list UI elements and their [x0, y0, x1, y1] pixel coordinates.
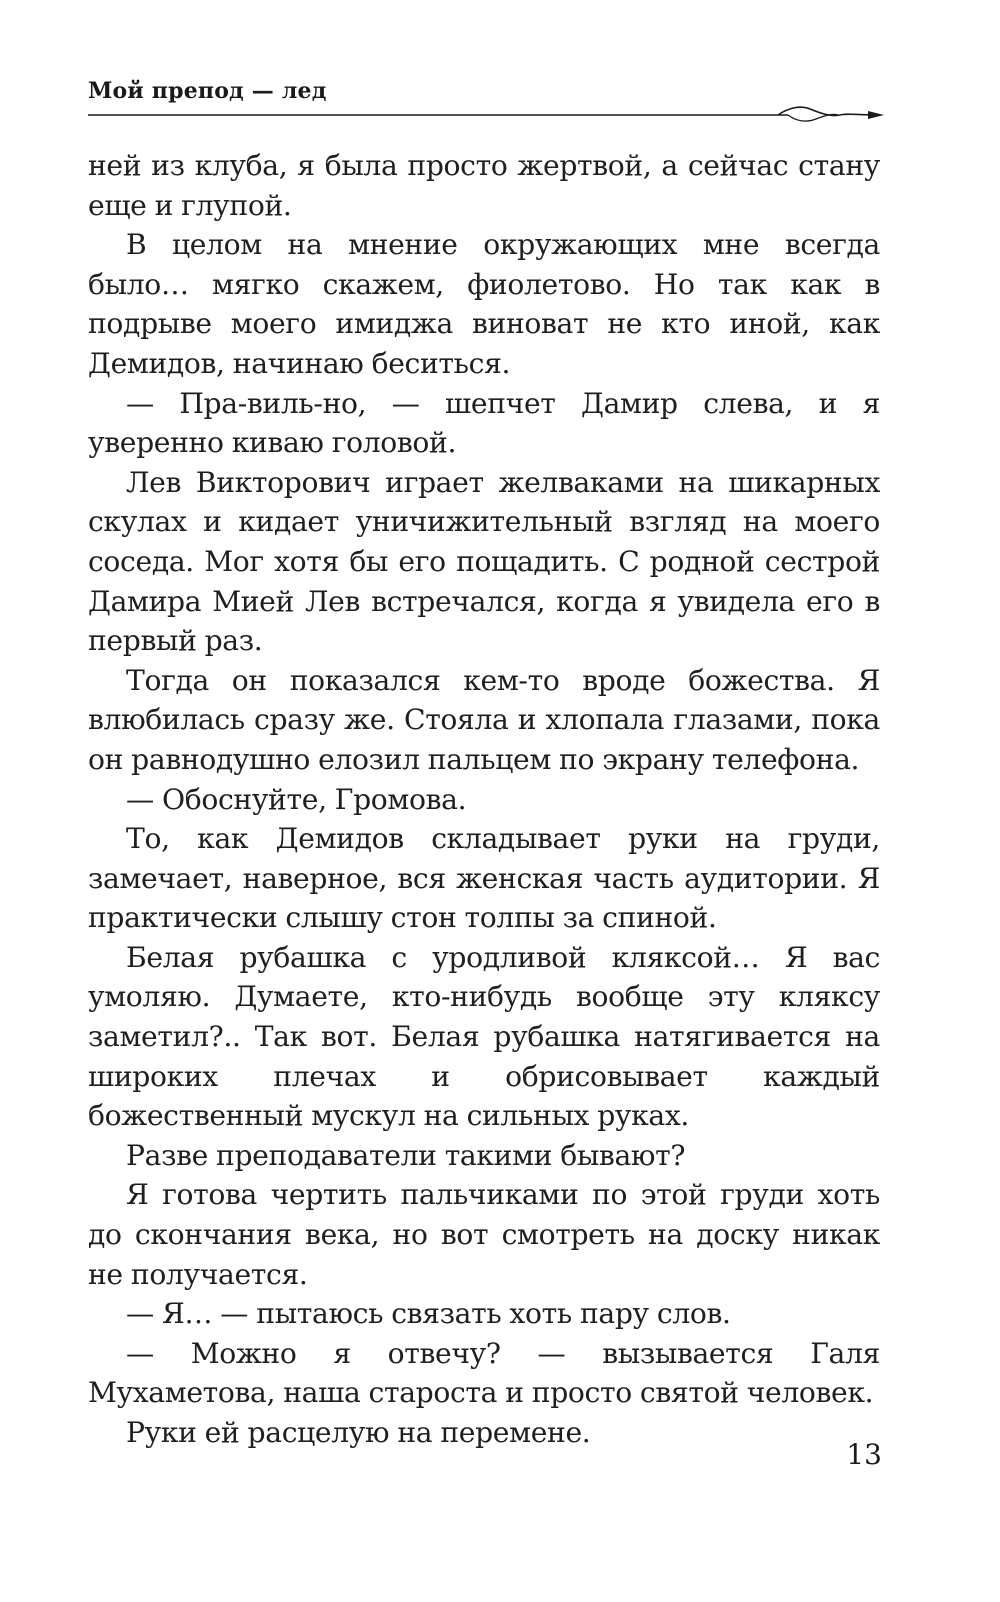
- body-text: [88, 146, 880, 1453]
- paragraph: Руки ей расцелую на перемене.: [126, 1416, 591, 1449]
- paragraph: — Пра-виль-но, — шепчет Дамир слева, и я уверенно киваю головой.: [88, 386, 880, 460]
- page-number: 13: [846, 1438, 882, 1471]
- header-rule-ornament: [88, 100, 888, 130]
- paragraph: ней из клуба, я была просто жертвой, а сейчас стану еще и глупой.: [88, 149, 880, 222]
- paragraph: Я готова чертить пальчиками по этой груди хоть до скончания века, но вот смотреть на доску никак не получается.: [88, 1178, 880, 1291]
- paragraph: Тогда он показался кем-то вроде божества. Я влюбилась сразу же. Стояла и хлопала глазами, пока он равнодушно елозил пальцем по экрану телефона.: [88, 663, 880, 776]
- paragraph: — Обоснуйте, Громова.: [126, 782, 467, 816]
- paragraph: Разве преподаватели такими бывают?: [126, 1138, 686, 1172]
- paragraph: В целом на мнение окружающих мне всегда было… мягко скажем, фиолетово. Но так как в подрыве моего имиджа виноват не кто иной, как Демидов, начинаю беситься.: [88, 228, 880, 380]
- paragraph: Лев Викторович играет желваками на шикарных скулах и кидает уничижительный взгляд на моего соседа. Мог хотя бы его пощадить. С родной сестрой Дамира Мией Лев встречался, когда я увидела его в первый раз.: [88, 465, 880, 658]
- paragraph: То, как Демидов складывает руки на груди, замечает, наверное, вся женская часть аудитории. Я практически слышу стон толпы за спиной.: [88, 822, 880, 935]
- paragraph: — Я… — пытаюсь связать хоть пару слов.: [126, 1297, 731, 1331]
- paragraph: Белая рубашка с уродливой кляксой… Я вас умоляю. Думаете, кто-нибудь вообще эту кляксу заметил?.. Так вот. Белая рубашка натягивается на широких плечах и обрисовывает каждый божественный мускул на сильных руках.: [88, 940, 880, 1133]
- paragraph: — Можно я отвечу? — вызывается Галя Мухаметова, наша староста и просто святой человек.: [88, 1336, 880, 1410]
- running-head: Мой препод — лед: [88, 78, 327, 104]
